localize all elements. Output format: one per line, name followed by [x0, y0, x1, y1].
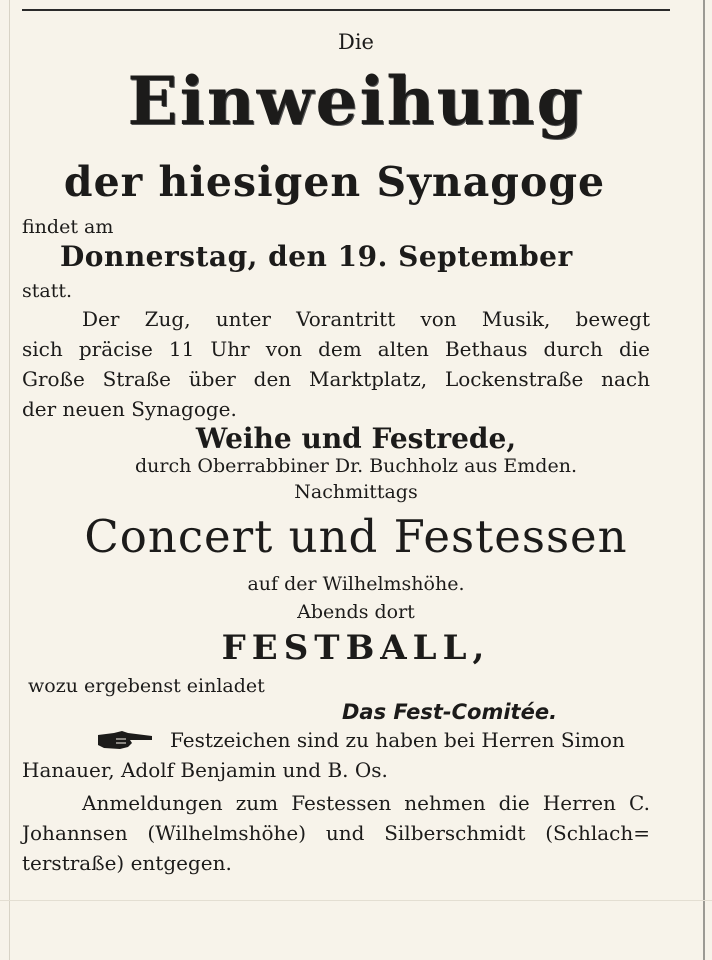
committee-signature: Das Fest-Comitée. [342, 700, 558, 724]
notice-title: Einweihung [127, 62, 585, 140]
notice-die: Die [338, 30, 374, 54]
anmeldungen-line: Anmeldungen zum Festessen nehmen die Herren C. [82, 791, 650, 815]
procession-paragraph [22, 304, 650, 424]
rabbi-line: durch Oberrabbiner Dr. Buchholz aus Emden. [135, 455, 577, 477]
findet-text: findet am [22, 216, 114, 238]
procession-line: der neuen Synagoge. [22, 397, 237, 421]
anmeldungen-line: Johannsen (Wilhelmshöhe) und Silberschmidt (Schlach= [22, 821, 650, 845]
festzeichen-line: Festzeichen sind zu haben bei Herren Simon [170, 728, 625, 752]
left-edge [9, 0, 10, 960]
abends-text: Abends dort [297, 601, 415, 623]
notice-subtitle: der hiesigen Synagoge [63, 158, 606, 206]
event-date: Donnerstag, den 19. September [60, 240, 573, 273]
anmeldungen-line: terstraße) entgegen. [22, 851, 232, 875]
weihe-heading: Weihe und Festrede, [195, 422, 517, 455]
procession-line: Der Zug, unter Vorantritt von Musik, bewegt [82, 307, 650, 331]
procession-line: Große Straße über den Marktplatz, Lockenstraße nach [22, 367, 650, 391]
statt-text: statt. [22, 280, 73, 302]
invitation-line: wozu ergebenst einladet [28, 675, 265, 697]
anmeldungen-paragraph [22, 788, 650, 878]
festball-heading: FESTBALL, [221, 628, 491, 668]
procession-line: sich präcise 11 Uhr von dem alten Bethaus durch die [22, 337, 650, 361]
nachmittags-text: Nachmittags [294, 481, 418, 503]
concert-heading: Concert und Festessen [84, 510, 628, 563]
venue-line: auf der Wilhelmshöhe. [247, 573, 465, 595]
pointing-hand-icon [96, 729, 154, 751]
right-rule [703, 0, 705, 960]
festzeichen-line: Hanauer, Adolf Benjamin und B. Os. [22, 758, 388, 782]
paper-fold [0, 900, 712, 901]
top-rule [22, 9, 670, 11]
